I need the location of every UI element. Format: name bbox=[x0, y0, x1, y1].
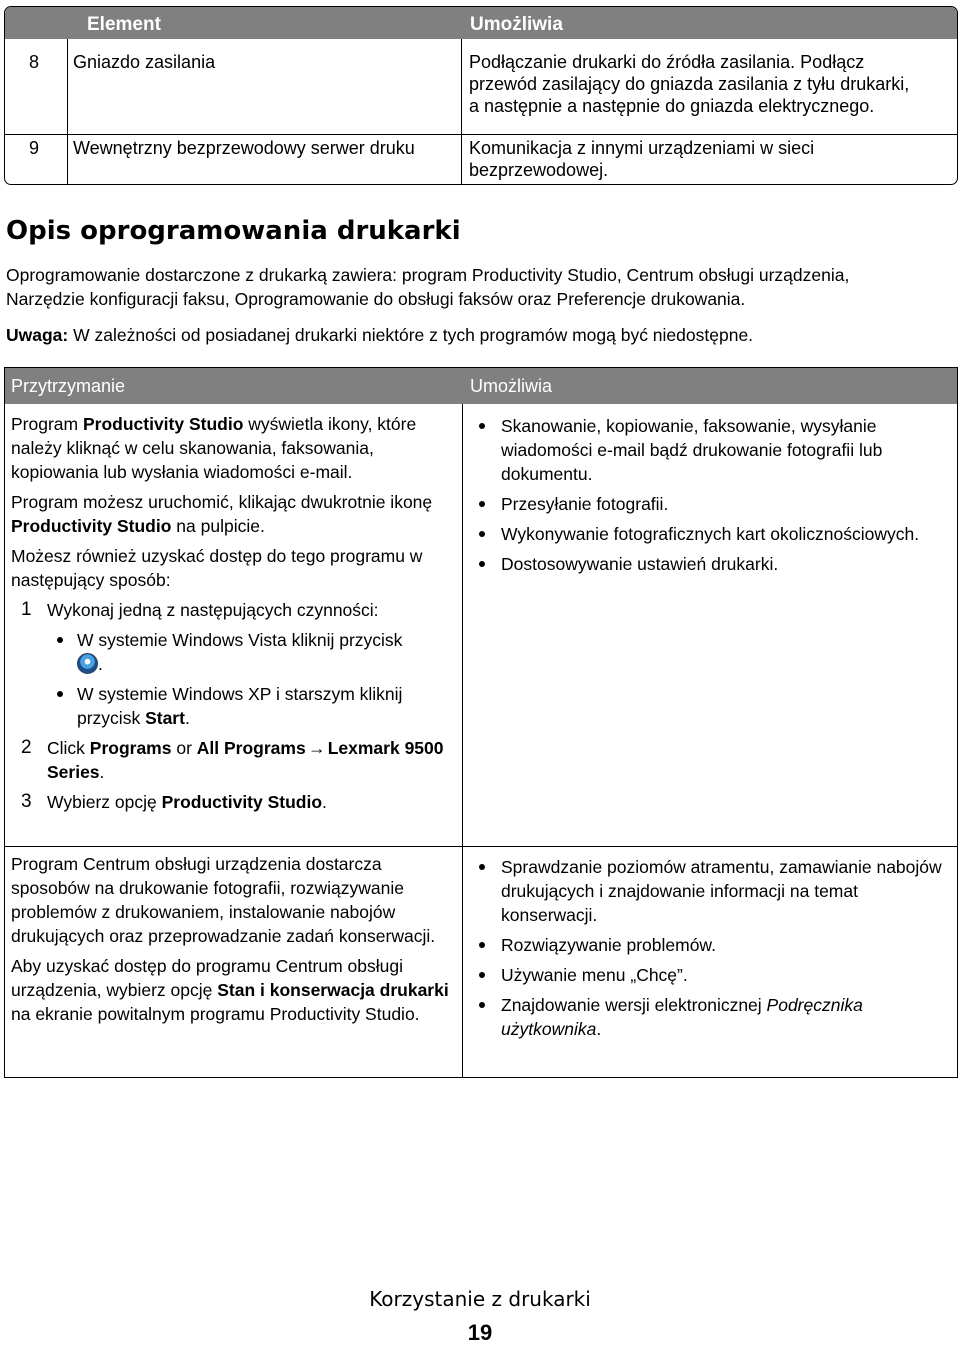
row-number: 8 bbox=[29, 52, 40, 72]
list-item: Dostosowywanie ustawień drukarki. bbox=[471, 552, 955, 576]
header-hold: Przytrzymanie bbox=[11, 376, 126, 396]
service-center-cell bbox=[11, 852, 459, 1032]
list-item: Znajdowanie wersji elektronicznej Podręcznika użytkownika. bbox=[471, 993, 955, 1041]
productivity-studio-cell bbox=[11, 412, 459, 820]
list-item: Rozwiązywanie problemów. bbox=[471, 933, 955, 957]
step-3: 3 Wybierz opcję Productivity Studio. bbox=[21, 791, 327, 812]
element-table bbox=[4, 6, 958, 185]
list-item: Sprawdzanie poziomów atramentu, zamawianie nabojów drukujących i znajdowanie informacji na temat konserwacji. bbox=[471, 855, 955, 927]
software-table-header bbox=[5, 368, 957, 404]
substep-vista: W systemie Windows Vista kliknij przycisk . bbox=[47, 628, 459, 676]
note-paragraph bbox=[6, 323, 958, 347]
element-name: Wewnętrzny bezprzewodowy serwer druku bbox=[73, 138, 415, 158]
page-number: 19 bbox=[467, 1320, 493, 1345]
ps-paragraph-3: Możesz również uzyskać dostęp do tego programu w następujący sposób: bbox=[11, 546, 423, 590]
row-number: 9 bbox=[29, 138, 40, 158]
substep-xp: W systemie Windows XP i starszym kliknij przycisk Start. bbox=[47, 682, 459, 730]
productivity-studio-features bbox=[471, 414, 955, 582]
ps-paragraph-1: Program Productivity Studio wyświetla ikony, które należy kliknąć w celu skanowania, faksowania, kopiowania lub wysłania wiadomości e-mail. bbox=[11, 414, 417, 482]
header-enables: Umożliwia bbox=[470, 376, 553, 396]
list-item: Przesyłanie fotografii. bbox=[471, 492, 955, 516]
element-description: Komunikacja z innymi urządzeniami w sieci bezprzewodowej. bbox=[469, 138, 815, 180]
list-item: Wykonywanie fotograficznych kart okolicznościowych. bbox=[471, 522, 955, 546]
note-label: Uwaga: bbox=[6, 325, 69, 345]
footer-chapter-title: Korzystanie z drukarki bbox=[369, 1287, 591, 1311]
arrow-right-icon: → bbox=[307, 738, 326, 758]
software-table bbox=[4, 367, 958, 1078]
element-table-header bbox=[5, 7, 957, 39]
element-name: Gniazdo zasilania bbox=[73, 52, 216, 72]
note-text: W zależności od posiadanej drukarki niektóre z tych programów mogą być niedostępne. bbox=[68, 325, 754, 345]
step-2: 2 Click Programs or All Programs → Lexmark 9500 Series. bbox=[21, 737, 444, 782]
ps-paragraph-2: Program możesz uruchomić, klikając dwukrotnie ikonę Productivity Studio na pulpicie. bbox=[11, 492, 433, 536]
element-description: Podłączanie drukarki do źródła zasilania. Podłącz przewód zasilający do gniazda zasilania z tyłu drukarki, a następnie a następnie do gniazda elektrycznego. bbox=[469, 52, 910, 116]
sc-paragraph-2: Aby uzyskać dostęp do programu Centrum obsługi urządzenia, wybierz opcję Stan i konserwacja drukarki na ekranie powitalnym programu Productivity Studio. bbox=[11, 956, 449, 1024]
section-title: Opis oprogramowania drukarki bbox=[6, 216, 461, 246]
list-item: Skanowanie, kopiowanie, faksowanie, wysyłanie wiadomości e-mail bądź drukowanie fotografii lub dokumentu. bbox=[471, 414, 955, 486]
header-enables: Umożliwia bbox=[470, 14, 563, 35]
step-1: 1 Wykonaj jedną z następujących czynności: bbox=[21, 599, 379, 620]
header-element: Element bbox=[87, 14, 161, 35]
sc-paragraph-1: Program Centrum obsługi urządzenia dostarcza sposobów na drukowanie fotografii, rozwiązywanie problemów z drukowaniem, instalowanie nabojów drukujących oraz przeprowadzanie zadań konserwacji. bbox=[11, 854, 436, 946]
list-item: Używanie menu „Chcę”. bbox=[471, 963, 955, 987]
intro-paragraph: Oprogramowanie dostarczone z drukarką zawiera: program Productivity Studio, Centrum obsługi urządzenia, Narzędzie konfiguracji faksu, Oprogramowanie do obsługi faksów oraz Preferencje drukowania. bbox=[6, 265, 850, 309]
service-center-features bbox=[471, 855, 955, 1047]
windows-start-orb-icon bbox=[77, 653, 98, 674]
